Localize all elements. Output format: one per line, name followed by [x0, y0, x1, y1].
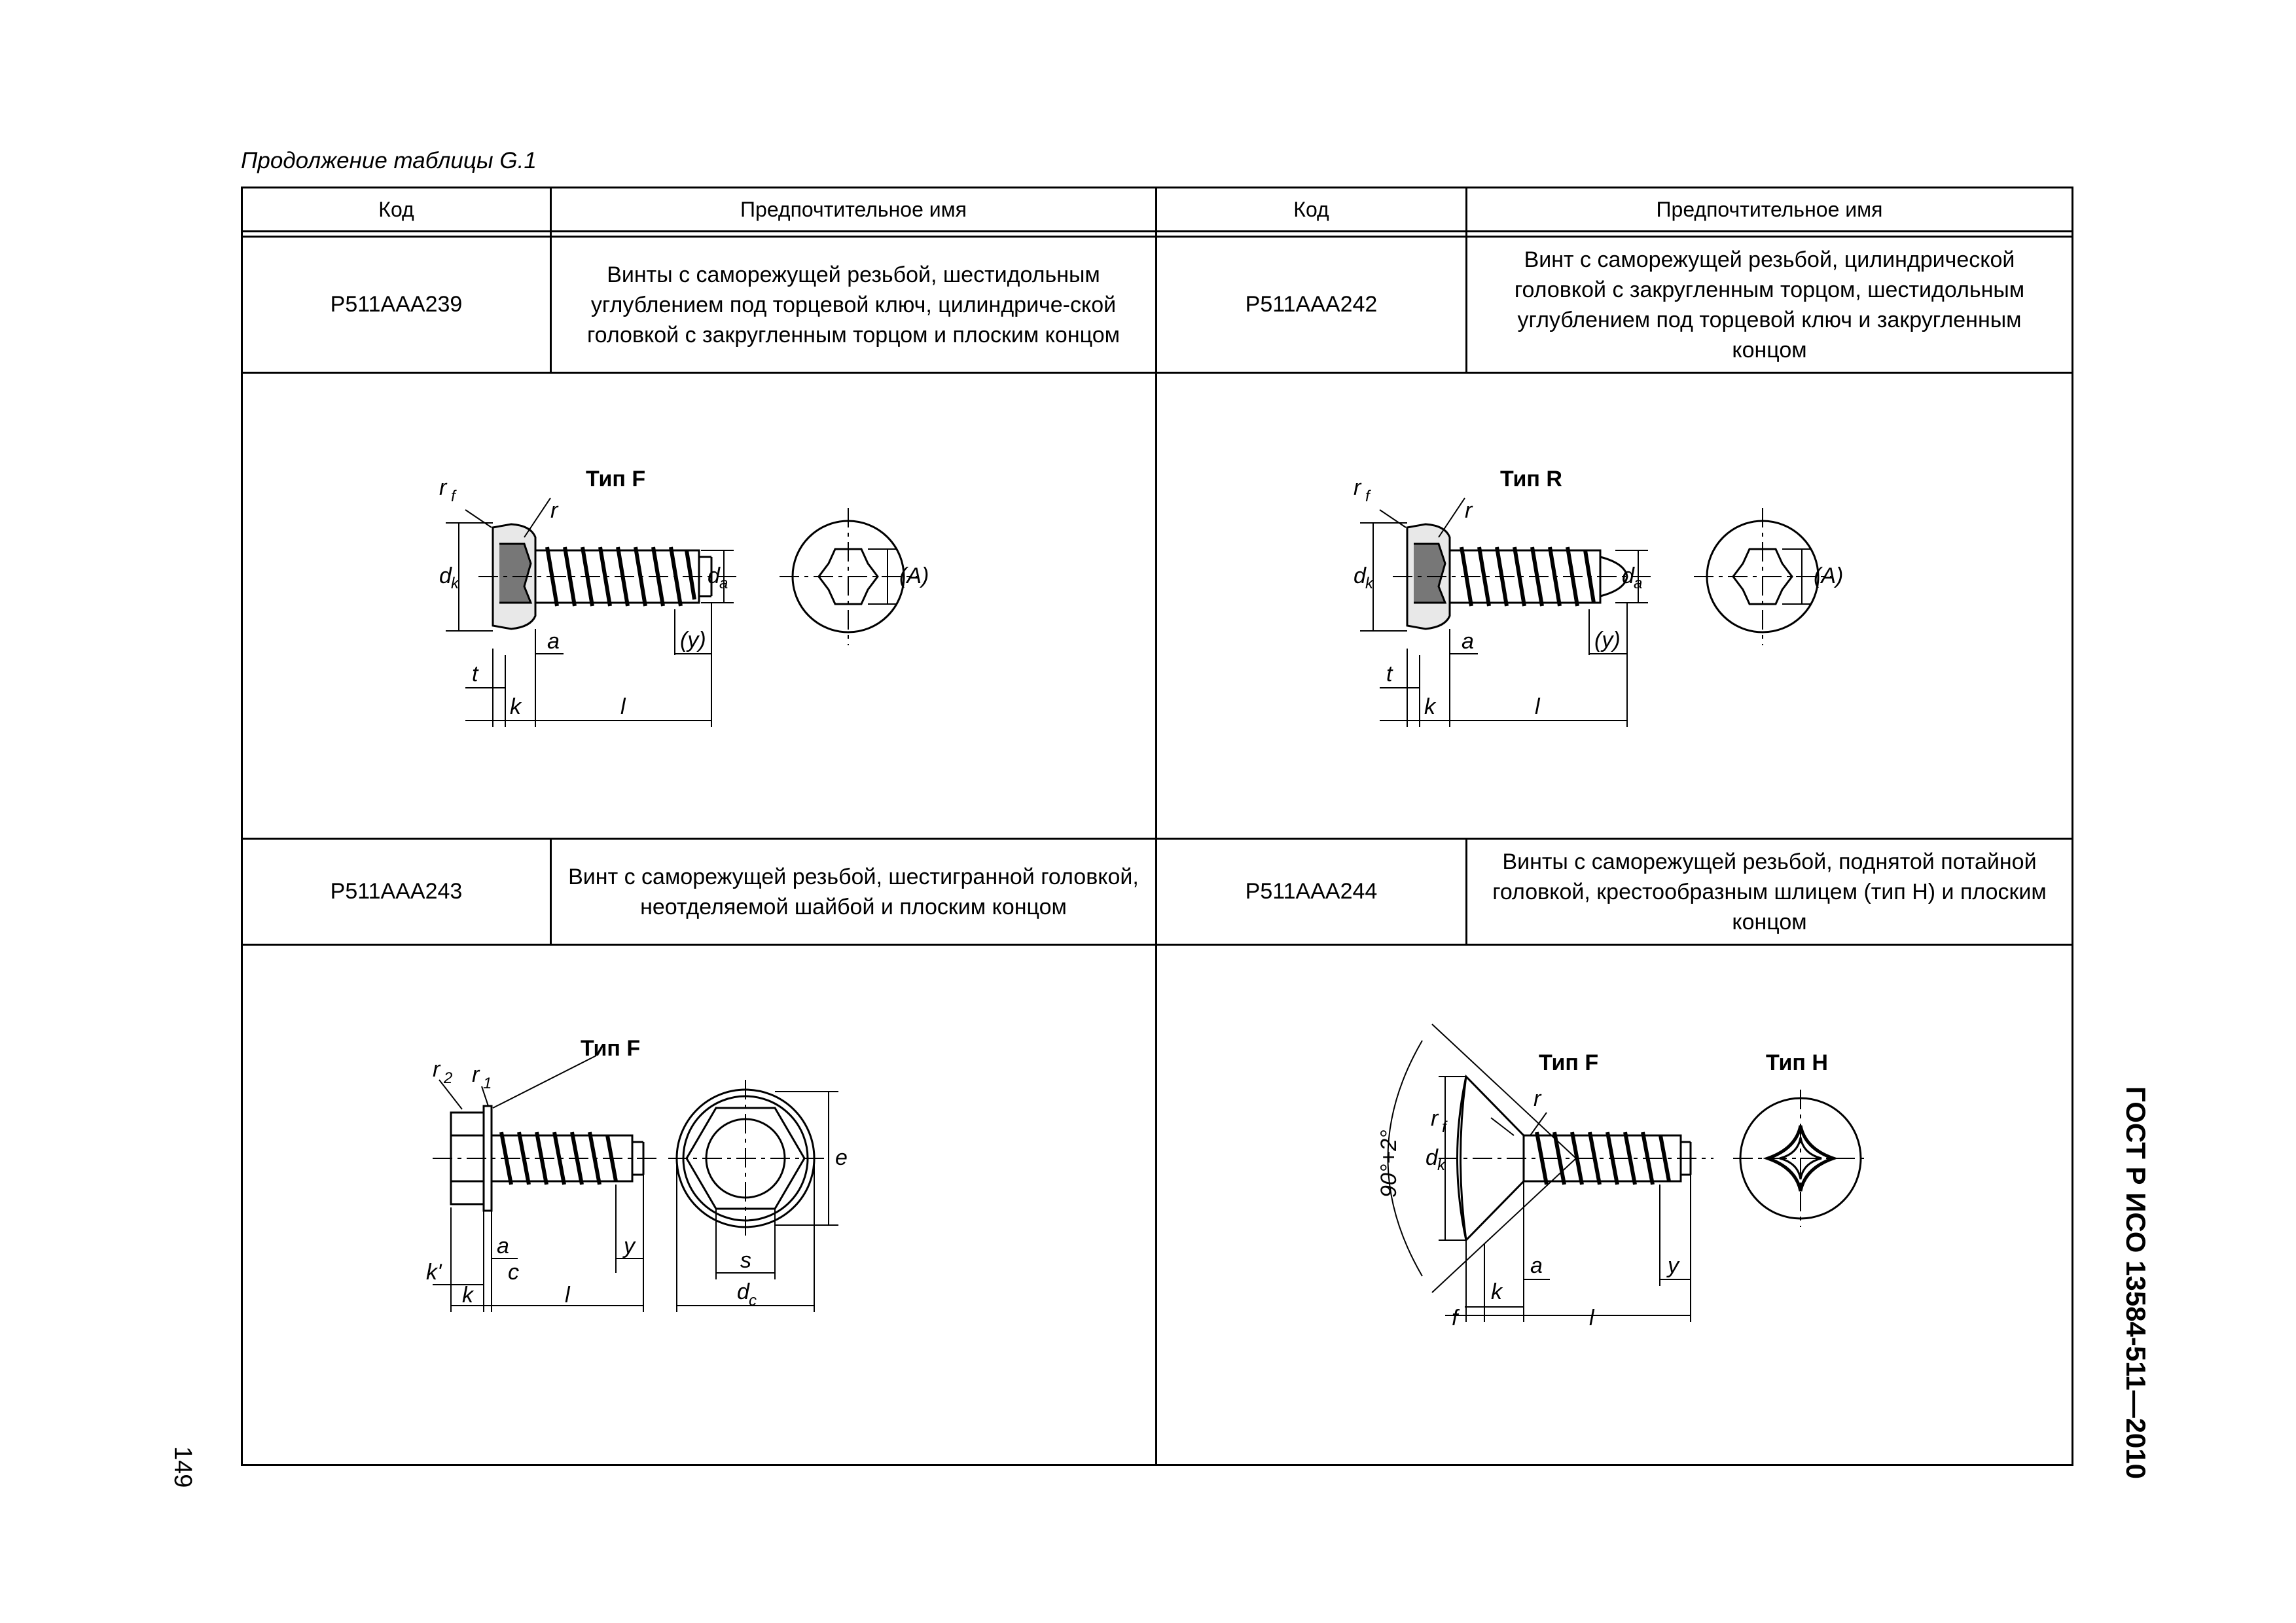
label-r: r — [1534, 1086, 1541, 1111]
screw-drawing-pan-head-hexalobular-rounded — [1157, 374, 2073, 834]
figure-cell-p511aaa239 — [242, 373, 1157, 839]
label-a: a — [497, 1234, 509, 1258]
label-r2: r — [433, 1057, 440, 1082]
label-y: y — [624, 1234, 635, 1258]
label-da: d — [1622, 563, 1634, 588]
label-l: l — [565, 1283, 570, 1308]
label-t: t — [1386, 662, 1393, 687]
svg-text:k: k — [1437, 1156, 1445, 1174]
label-l: l — [1535, 694, 1540, 719]
label-a: a — [547, 629, 560, 654]
label-a: a — [1530, 1253, 1543, 1278]
type-label: Тип F — [581, 1036, 641, 1061]
svg-text:1: 1 — [483, 1075, 492, 1092]
label-A: (A) — [1814, 563, 1844, 588]
header-code-right: Код — [1157, 188, 1467, 232]
svg-text:c: c — [749, 1292, 757, 1310]
screw-drawing-raised-countersunk-cross — [1157, 946, 2073, 1461]
figure-cell-p511aaa244 — [1157, 945, 2073, 1465]
label-k-prime: k' — [426, 1260, 442, 1285]
code-cell: P511AAA243 — [242, 839, 551, 945]
code-cell: P511AAA244 — [1157, 839, 1467, 945]
label-k: k — [1424, 694, 1435, 719]
figure-row — [242, 945, 2073, 1465]
svg-text:k: k — [451, 575, 459, 592]
label-l: l — [1589, 1306, 1594, 1330]
type-label-f: Тип F — [1539, 1050, 1599, 1075]
label-r: r — [1465, 498, 1473, 523]
label-da: d — [708, 563, 720, 588]
type-label-h: Тип H — [1766, 1050, 1828, 1075]
svg-text:f: f — [1365, 488, 1370, 505]
figure-cell-p511aaa243 — [242, 945, 1157, 1465]
label-A: (A) — [899, 563, 929, 588]
name-cell: Винты с саморежущей резьбой, шестидольным углублением под торцевой ключ, цилиндриче-ской головкой с закругленным торцом и плоским концом — [551, 237, 1157, 373]
label-s: s — [740, 1248, 751, 1273]
type-label: Тип R — [1500, 467, 1562, 491]
svg-text:a: a — [1634, 575, 1643, 592]
label-e: e — [835, 1145, 848, 1170]
label-r1: r — [472, 1062, 480, 1087]
svg-text:f: f — [451, 488, 456, 505]
table-row — [242, 839, 2073, 945]
label-f: f — [1452, 1306, 1458, 1330]
header-name-right: Предпочтительное имя — [1467, 188, 2073, 232]
label-angle: 90°+2° — [1376, 1130, 1401, 1198]
label-c: c — [508, 1260, 519, 1285]
label-dk: d — [439, 563, 452, 588]
label-rf: r — [1354, 475, 1361, 500]
label-t: t — [472, 662, 478, 687]
label-k: k — [1491, 1279, 1502, 1304]
label-dc: d — [737, 1279, 749, 1304]
code-cell: P511AAA239 — [242, 237, 551, 373]
svg-text:f: f — [1442, 1118, 1446, 1136]
header-name-left: Предпочтительное имя — [551, 188, 1157, 232]
type-label: Тип F — [586, 467, 646, 491]
label-dk: d — [1426, 1145, 1438, 1170]
label-y: y — [1668, 1253, 1679, 1278]
label-dk: d — [1354, 563, 1366, 588]
label-rf: r — [439, 475, 447, 500]
table-header-row — [242, 188, 2073, 232]
table-row — [242, 237, 2073, 373]
label-y: (y) — [680, 628, 706, 652]
page-number: 149 — [169, 1446, 196, 1488]
table-caption: Продолжение таблицы G.1 — [241, 148, 537, 173]
label-r: r — [550, 498, 558, 523]
label-a: a — [1462, 629, 1474, 654]
name-cell: Винт с саморежущей резьбой, цилиндрической головкой с закругленным торцом, шестидольным углублением под торцевой ключ и закругленным концом — [1467, 237, 2073, 373]
label-rf: r — [1431, 1106, 1439, 1131]
label-l: l — [620, 694, 626, 719]
screw-drawing-hex-washer-head — [243, 946, 1157, 1461]
svg-text:k: k — [1365, 575, 1373, 592]
svg-text:2: 2 — [444, 1069, 453, 1087]
label-k: k — [510, 694, 521, 719]
figure-row — [242, 373, 2073, 839]
figure-cell-p511aaa242 — [1157, 373, 2073, 839]
screw-table — [241, 187, 2073, 1466]
name-cell: Винты с саморежущей резьбой, поднятой потайной головкой, крестообразным шлицем (тип H) и плоским концом — [1467, 839, 2073, 945]
code-cell: P511AAA242 — [1157, 237, 1467, 373]
label-y: (y) — [1594, 628, 1621, 652]
name-cell: Винт с саморежущей резьбой, шестигранной головкой, неотделяемой шайбой и плоским концом — [551, 839, 1157, 945]
svg-text:a: a — [719, 575, 728, 592]
label-k: k — [462, 1283, 473, 1308]
document-id: ГОСТ Р ИСО 13584-511—2010 — [2121, 1086, 2151, 1479]
screw-drawing-pan-head-hexalobular-flat — [243, 374, 1157, 834]
header-code-left: Код — [242, 188, 551, 232]
